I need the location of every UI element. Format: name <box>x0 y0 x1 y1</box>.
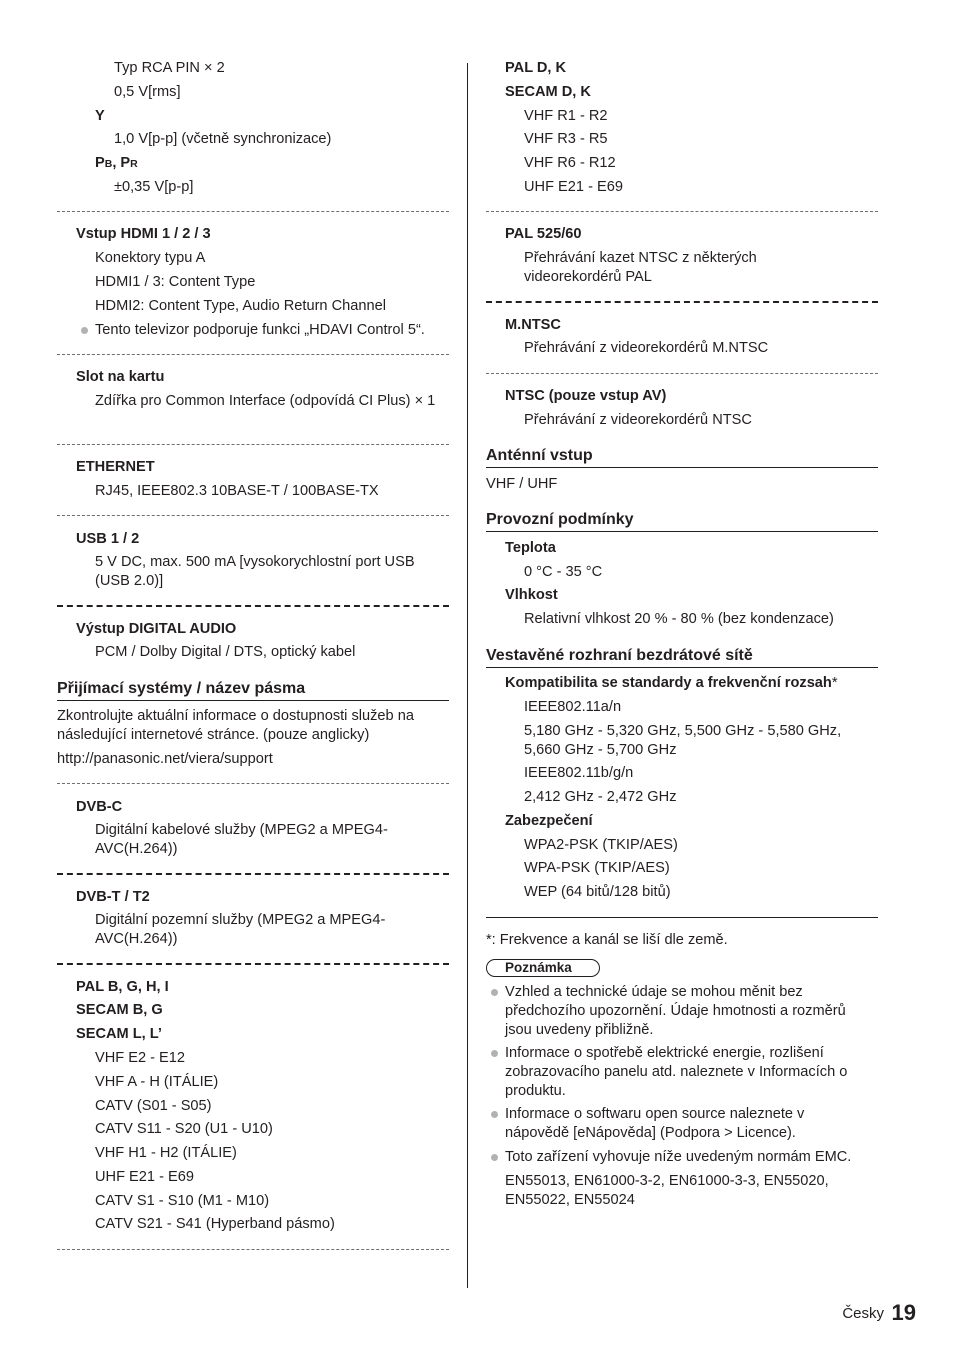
reception-heading: Přijímací systémy / název pásma <box>57 679 449 701</box>
hdmi-line-3: HDMI2: Content Type, Audio Return Channel <box>95 298 386 314</box>
band-item: VHF H1 - H2 (ITÁLIE) <box>95 1145 237 1161</box>
operating-heading: Provozní podmínky <box>486 510 878 532</box>
divider <box>57 783 449 784</box>
security-line: WPA-PSK (TKIP/AES) <box>524 860 670 876</box>
divider <box>57 873 449 875</box>
divider <box>57 963 449 965</box>
temperature-value: 0 °C - 35 °C <box>524 564 603 580</box>
band-item: VHF R1 - R2 <box>524 108 608 124</box>
ethernet-title: ETHERNET <box>76 459 155 475</box>
wireless-heading: Vestavěné rozhraní bezdrátové sítě <box>486 646 878 668</box>
dvbc-title: DVB-C <box>76 799 123 815</box>
wlan-line: IEEE802.11b/g/n <box>524 765 634 781</box>
security-label: Zabezpečení <box>505 813 593 829</box>
divider <box>486 917 878 918</box>
band-item: UHF E21 - E69 <box>524 179 623 195</box>
usb-title: USB 1 / 2 <box>76 531 140 547</box>
divider <box>57 354 449 355</box>
reception-desc: Zkontrolujte aktuální informace o dostupnosti služeb na následující internetové stránce. (pouze anglicky) <box>57 708 414 743</box>
footnote: *: Frekvence a kanál se liší dle země. <box>486 932 728 948</box>
pal-title-3: SECAM L, L’ <box>76 1026 162 1042</box>
note-item: Informace o spotřebě elektrické energie, rozlišení zobrazovacího panelu atd. naleznete v Informacích o produktu. <box>505 1044 865 1101</box>
dvbt-title: DVB-T / T2 <box>76 889 150 905</box>
hdmi-line-2: HDMI1 / 3: Content Type <box>95 274 256 290</box>
audio-desc: PCM / Dolby Digital / DTS, optický kabel <box>95 644 356 660</box>
band-item: VHF A - H (ITÁLIE) <box>95 1074 219 1090</box>
divider <box>486 211 878 212</box>
security-line: WEP (64 bitů/128 bitů) <box>524 884 671 900</box>
footer-language: Česky <box>842 1305 884 1322</box>
pal-title-2: SECAM B, G <box>76 1002 163 1018</box>
wlan-line: 5,180 GHz - 5,320 GHz, 5,500 GHz - 5,580 GHz, 5,660 GHz - 5,700 GHz <box>524 723 842 758</box>
band-item: CATV S1 - S10 (M1 - M10) <box>95 1193 270 1209</box>
paldk-title-2: SECAM D, K <box>505 84 591 100</box>
divider <box>57 444 449 445</box>
wlan-line: IEEE802.11a/n <box>524 699 622 715</box>
band-item: CATV S11 - S20 (U1 - U10) <box>95 1121 273 1137</box>
dvbt-desc: Digitální pozemní služby (MPEG2 a MPEG4-AVC(H.264)) <box>95 912 386 947</box>
pal525-title: PAL 525/60 <box>505 226 582 242</box>
component-level: 0,5 V[rms] <box>114 84 181 100</box>
hdmi-line-1: Konektory typu A <box>95 250 206 266</box>
divider <box>57 1249 449 1250</box>
band-item: CATV S21 - S41 (Hyperband pásmo) <box>95 1216 335 1232</box>
pbpr-value: ±0,35 V[p-p] <box>114 179 194 195</box>
note-item: Informace o softwaru open source naleznete v nápovědě [eNápověda] (Podpora > Licence). <box>505 1105 845 1143</box>
humidity-label: Vlhkost <box>505 587 558 603</box>
usb-desc: 5 V DC, max. 500 mA [vysokorychlostní port USB (USB 2.0)] <box>95 554 415 589</box>
pbpr-label: PB, PR <box>95 155 138 171</box>
pal525-desc: Přehrávání kazet NTSC z některých videorekordérů PAL <box>524 250 757 285</box>
divider <box>57 515 449 516</box>
compat-label: Kompatibilita se standardy a frekvenční rozsah* <box>505 675 838 691</box>
security-line: WPA2-PSK (TKIP/AES) <box>524 837 678 853</box>
band-item: VHF R3 - R5 <box>524 131 608 147</box>
ntsc-title: NTSC (pouze vstup AV) <box>505 388 667 404</box>
y-label: Y <box>95 108 105 124</box>
note-item: Toto zařízení vyhovuje níže uvedeným normám EMC. <box>505 1148 885 1167</box>
audio-title: Výstup DIGITAL AUDIO <box>76 621 237 637</box>
ethernet-desc: RJ45, IEEE802.3 10BASE-T / 100BASE-TX <box>95 483 379 499</box>
divider <box>57 605 449 607</box>
slot-title: Slot na kartu <box>76 369 165 385</box>
temperature-label: Teplota <box>505 540 556 556</box>
note-item: Vzhled a technické údaje se mohou měnit bez předchozího upozornění. Údaje hmotnosti a rozměrů jsou uvedeny přibližně. <box>505 983 875 1040</box>
mntsc-desc: Přehrávání z videorekordérů M.NTSC <box>524 340 769 356</box>
y-value: 1,0 V[p-p] (včetně synchronizace) <box>114 131 332 147</box>
column-divider <box>467 63 468 1288</box>
mntsc-title: M.NTSC <box>505 317 561 333</box>
antenna-heading: Anténní vstup <box>486 446 878 468</box>
divider <box>57 211 449 212</box>
ntsc-desc: Přehrávání z videorekordérů NTSC <box>524 412 752 428</box>
component-connector: Typ RCA PIN × 2 <box>114 60 225 76</box>
band-item: VHF E2 - E12 <box>95 1050 186 1066</box>
divider <box>486 373 878 374</box>
band-item: VHF R6 - R12 <box>524 155 616 171</box>
hdmi-note: Tento televizor podporuje funkci „HDAVI Control 5“. <box>95 321 455 340</box>
band-item: UHF E21 - E69 <box>95 1169 194 1185</box>
pal-title-1: PAL B, G, H, I <box>76 979 169 995</box>
emc-list: EN55013, EN61000-3-2, EN61000-3-3, EN55020, EN55022, EN55024 <box>505 1173 829 1208</box>
page-number: 19 <box>891 1300 916 1325</box>
note-badge: Poznámka <box>486 959 600 977</box>
humidity-value: Relativní vlhkost 20 % - 80 % (bez kondenzace) <box>524 611 834 627</box>
slot-desc: Zdířka pro Common Interface (odpovídá CI Plus) × 1 <box>95 393 436 409</box>
band-item: CATV (S01 - S05) <box>95 1098 212 1114</box>
antenna-value: VHF / UHF <box>486 476 558 492</box>
support-url[interactable]: http://panasonic.net/viera/support <box>57 751 273 767</box>
dvbc-desc: Digitální kabelové služby (MPEG2 a MPEG4-AVC(H.264)) <box>95 822 388 857</box>
wlan-line: 2,412 GHz - 2,472 GHz <box>524 789 677 805</box>
divider <box>486 301 878 303</box>
paldk-title-1: PAL D, K <box>505 60 567 76</box>
hdmi-title: Vstup HDMI 1 / 2 / 3 <box>76 226 211 242</box>
